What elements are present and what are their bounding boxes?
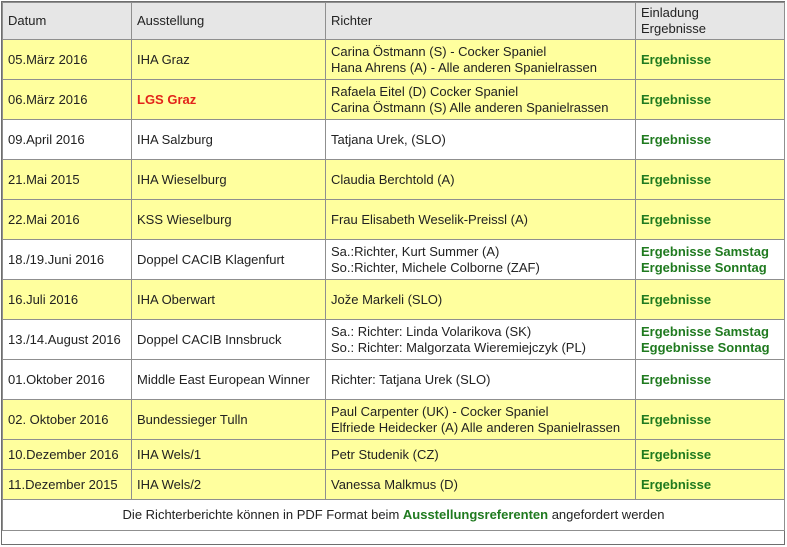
cell-richter [326,160,636,200]
table-row [3,360,785,400]
cell-datum: 18./19.Juni 2016 [3,240,132,280]
cell-richter [326,440,636,470]
richter-line-1: Rafaela Eitel (D) Cocker Spaniel [331,83,519,99]
shows-table-container [1,1,785,545]
cell-datum: 05.März 2016 [3,40,132,80]
cell-ausstellung: IHA Oberwart [132,280,326,320]
cell-ergebnis [636,40,785,80]
cell-datum: 22.Mai 2016 [3,200,132,240]
cell-datum: 13./14.August 2016 [3,320,132,360]
cell-richter [326,240,636,280]
richter-line-2: So.: Richter: Malgorzata Wieremiejczyk (PL) [331,339,587,355]
footer-note [3,500,785,531]
richter-line-1: Frau Elisabeth Weselik-Preissl (A) [331,211,528,227]
table-row [3,80,785,120]
cell-datum: 09.April 2016 [3,120,132,160]
cell-datum: 02. Oktober 2016 [3,400,132,440]
cell-ergebnis [636,360,785,400]
cell-ergebnis [636,240,785,280]
footer-text-before: Die Richterberichte können in PDF Format beim [122,507,403,522]
cell-richter [326,80,636,120]
cell-ergebnis [636,470,785,500]
cell-ausstellung: IHA Graz [132,40,326,80]
cell-ausstellung: Middle East European Winner [132,360,326,400]
richter-line-2: Hana Ahrens (A) - Alle anderen Spanielrassen [331,59,597,75]
ergebnisse-link[interactable]: Ergebnisse [641,446,712,462]
richter-line-1: Tatjana Urek, (SLO) [331,131,446,147]
table-footer-row [3,500,785,531]
richter-line-1: Jože Markeli (SLO) [331,291,443,307]
richter-line-1: Petr Studenik (CZ) [331,446,439,462]
table-row [3,470,785,500]
ergebnisse-link[interactable]: Ergebnisse [641,131,712,147]
ergebnisse-link[interactable]: Ergebnisse [641,91,712,107]
ergebnisse-samstag-link[interactable]: Ergebnisse Samstag [641,323,769,339]
table-row [3,240,785,280]
shows-table [2,2,785,531]
cell-richter [326,280,636,320]
richter-line-1: Paul Carpenter (UK) - Cocker Spaniel [331,403,549,419]
table-row [3,400,785,440]
cell-richter [326,400,636,440]
cell-ergebnis [636,200,785,240]
ergebnisse-link[interactable]: Ergebnisse [641,411,712,427]
ergebnisse-link[interactable]: Ergebnisse [641,291,712,307]
cell-ergebnis [636,280,785,320]
header-richter: Richter [326,3,636,40]
header-ergebnisse: Ergebnisse [641,21,707,36]
cell-richter [326,200,636,240]
cell-datum: 16.Juli 2016 [3,280,132,320]
cell-richter [326,470,636,500]
cell-datum: 10.Dezember 2016 [3,440,132,470]
richter-line-2: Carina Östmann (S) Alle anderen Spanielrassen [331,99,609,115]
richter-line-1: Claudia Berchtold (A) [331,171,455,187]
table-row [3,40,785,80]
cell-ergebnis [636,160,785,200]
cell-ergebnis [636,80,785,120]
table-row [3,280,785,320]
cell-datum: 01.Oktober 2016 [3,360,132,400]
cell-datum: 06.März 2016 [3,80,132,120]
cell-richter [326,320,636,360]
header-datum: Datum [3,3,132,40]
cell-ausstellung: IHA Salzburg [132,120,326,160]
ergebnisse-link[interactable]: Ergebnisse [641,371,712,387]
cell-richter [326,360,636,400]
cell-ausstellung: Doppel CACIB Klagenfurt [132,240,326,280]
cell-datum: 11.Dezember 2015 [3,470,132,500]
ergebnisse-samstag-link[interactable]: Ergebnisse Samstag [641,243,769,259]
header-einladung-ergebnisse [636,3,785,40]
cell-ausstellung: IHA Wels/2 [132,470,326,500]
cell-ausstellung: IHA Wels/1 [132,440,326,470]
table-row [3,320,785,360]
ergebnisse-link[interactable]: Ergebnisse [641,476,712,492]
richter-line-1: Sa.: Richter: Linda Volarikova (SK) [331,323,532,339]
footer-text-after: angefordert werden [548,507,665,522]
cell-ausstellung: Doppel CACIB Innsbruck [132,320,326,360]
richter-line-1: Vanessa Malkmus (D) [331,476,458,492]
table-row [3,160,785,200]
header-ausstellung: Ausstellung [132,3,326,40]
table-row [3,440,785,470]
ergebnisse-link[interactable]: Ergebnisse [641,51,712,67]
cell-datum: 21.Mai 2015 [3,160,132,200]
richter-line-1: Richter: Tatjana Urek (SLO) [331,371,491,387]
ergebnisse-link[interactable]: Ergebnisse [641,171,712,187]
ergebnisse-link[interactable]: Ergebnisse [641,211,712,227]
cell-ergebnis [636,120,785,160]
cell-ausstellung: KSS Wieselburg [132,200,326,240]
table-row [3,200,785,240]
cell-ergebnis [636,400,785,440]
ergebnisse-sonntag-link[interactable]: Ergebnisse Sonntag [641,259,767,275]
table-row [3,120,785,160]
cell-ausstellung: IHA Wieselburg [132,160,326,200]
cell-ausstellung: Bundessieger Tulln [132,400,326,440]
cell-ergebnis [636,440,785,470]
richter-line-1: Carina Östmann (S) - Cocker Spaniel [331,43,547,59]
cell-ausstellung-highlighted[interactable]: LGS Graz [132,80,326,120]
cell-richter [326,40,636,80]
header-einladung: Einladung [641,5,699,20]
richter-line-1: Sa.:Richter, Kurt Summer (A) [331,243,500,259]
cell-richter [326,120,636,160]
ergebnisse-sonntag-link[interactable]: Eggebnisse Sonntag [641,339,770,355]
cell-ergebnis [636,320,785,360]
ausstellungsreferenten-link[interactable]: Ausstellungsreferenten [402,507,549,522]
richter-line-2: So.:Richter, Michele Colborne (ZAF) [331,259,540,275]
table-header-row [3,3,785,40]
richter-line-2: Elfriede Heidecker (A) Alle anderen Spanielrassen [331,419,621,435]
